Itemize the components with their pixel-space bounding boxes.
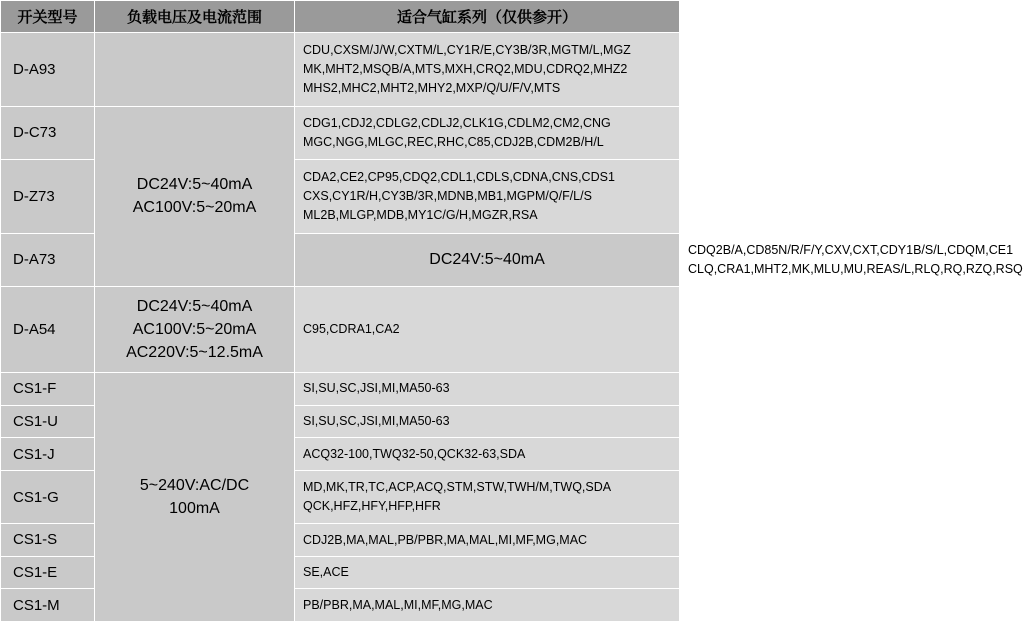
series-line: MK,MHT2,MSQB/A,MTS,MXH,CRQ2,MDU,CDRQ2,MHZ2 — [303, 62, 628, 76]
series-cell — [295, 286, 680, 372]
model-cell: CS1-J — [1, 438, 95, 471]
series-cell — [295, 438, 680, 471]
model-cell: CS1-U — [1, 405, 95, 438]
header-row — [1, 1, 680, 33]
series-cell — [295, 589, 680, 622]
model-cell: CS1-G — [1, 470, 95, 523]
series-line: ML2B,MLGP,MDB,MY1C/G/H,MGZR,RSA — [303, 207, 538, 222]
voltage-line: DC24V:5~40mA — [429, 251, 545, 269]
series-line: SE,ACE — [303, 565, 349, 580]
model-cell: CS1-F — [1, 373, 95, 406]
voltage-cell — [95, 286, 295, 372]
model-cell: D-A54 — [1, 286, 95, 372]
voltage-line: AC100V:5~20mA — [132, 320, 257, 338]
series-line: SI,SU,SC,JSI,MI,MA50-63 — [303, 414, 450, 429]
model-cell: D-C73 — [1, 106, 95, 159]
voltage-line: AC220V:5~12.5mA — [126, 344, 263, 362]
voltage-line: DC24V:5~40mA — [136, 297, 253, 315]
series-line: QCK,HFZ,HFY,HFP,HFR — [303, 499, 441, 513]
header-voltage: 负载电压及电流范围 — [95, 1, 295, 33]
series-cell — [295, 405, 680, 438]
series-line: MHS2,MHC2,MHT2,MHY2,MXP/Q/U/F/V,MTS — [303, 80, 561, 95]
table-row — [1, 286, 680, 372]
series-line: C95,CDRA1,CA2 — [303, 322, 400, 337]
table-body — [1, 33, 1023, 622]
voltage-cell — [95, 373, 295, 622]
model-cell: CS1-M — [1, 589, 95, 622]
table-row — [1, 33, 680, 107]
voltage-cell — [295, 233, 680, 286]
series-line: SI,SU,SC,JSI,MI,MA50-63 — [303, 381, 450, 396]
model-cell: D-A73 — [1, 233, 95, 286]
series-cell — [295, 470, 680, 523]
voltage-line: AC100V:5~20mA — [132, 199, 257, 217]
series-line: ACQ32-100,TWQ32-50,QCK32-63,SDA — [303, 446, 526, 461]
table-row — [1, 373, 680, 406]
model-cell: CS1-S — [1, 524, 95, 557]
series-line: PB/PBR,MA,MAL,MI,MF,MG,MAC — [303, 597, 493, 612]
series-line: CDJ2B,MA,MAL,PB/PBR,MA,MAL,MI,MF,MG,MAC — [303, 532, 588, 547]
voltage-line: DC24V:5~40mA — [136, 176, 253, 194]
table-header — [1, 1, 680, 33]
header-model: 开关型号 — [1, 1, 95, 33]
model-cell: D-Z73 — [1, 159, 95, 233]
voltage-line: 100mA — [169, 500, 220, 518]
voltage-cell — [95, 106, 295, 286]
series-line: CXS,CY1R/H,CY3B/3R,MDNB,MB1,MGPM/Q/F/L/S — [303, 188, 592, 203]
voltage-line: 5~240V:AC/DC — [139, 476, 250, 494]
voltage-cell-empty — [95, 33, 295, 107]
header-series: 适合气缸系列（仅供参开） — [295, 1, 680, 33]
series-line: MD,MK,TR,TC,ACP,ACQ,STM,STW,TWH/M,TWQ,SDA — [303, 480, 612, 495]
series-cell — [295, 159, 680, 233]
series-cell — [295, 556, 680, 589]
model-cell: CS1-E — [1, 556, 95, 589]
model-cell: D-A93 — [1, 33, 95, 107]
table-row — [1, 106, 680, 159]
series-line: MGC,NGG,MLGC,REC,RHC,C85,CDJ2B,CDM2B/H/L — [303, 134, 604, 149]
series-cell — [295, 106, 680, 159]
series-cell — [295, 33, 680, 107]
series-cell — [295, 524, 680, 557]
series-cell — [295, 373, 680, 406]
series-line: CDG1,CDJ2,CDLG2,CDLJ2,CLK1G,CDLM2,CM2,CNG — [303, 116, 611, 131]
series-line: CDU,CXSM/J/W,CXTM/L,CY1R/E,CY3B/3R,MGTM/L,MGZ — [303, 43, 631, 58]
table-row: D-A73 DC24V:5~40mA CDQ2B/A,CD85N/R/F/Y,CXV,CXT,CDY1B/S/L,CDQM,CE1 CLQ,CRA1,MHT2,MK,MLU,MU,REAS/L,RLQ,RQ,RZQ,RSQ — [1, 233, 680, 286]
series-line: CDA2,CE2,CP95,CDQ2,CDL1,CDLS,CDNA,CNS,CDS1 — [303, 170, 615, 185]
